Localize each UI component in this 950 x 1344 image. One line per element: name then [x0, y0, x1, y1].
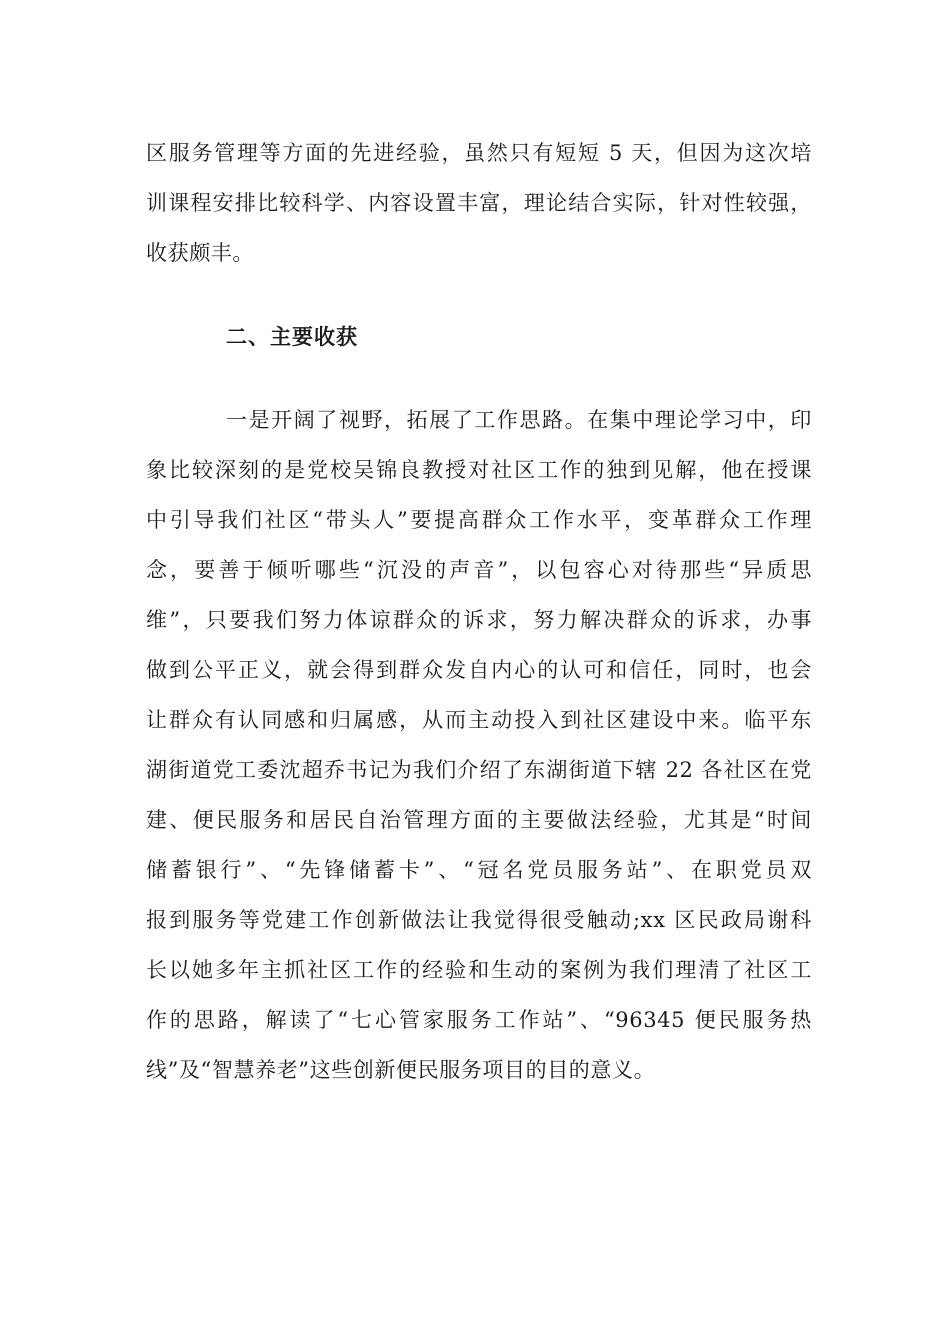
paragraph-line: 象比较深刻的是党校吴锦良教授对社区工作的独到见解，他在授课 [146, 458, 812, 482]
paragraph-line: 做到公平正义，就会得到群众发自内心的认可和信任，同时，也会 [146, 658, 812, 682]
paragraph-line: 作的思路，解读了“七心管家服务工作站”、“96345 便民服务热 [146, 1008, 812, 1032]
paragraph-line: 维”，只要我们努力体谅群众的诉求，努力解决群众的诉求，办事 [146, 608, 812, 632]
paragraph-line: 收获颇丰。 [146, 241, 254, 265]
paragraph-line: 长以她多年主抓社区工作的经验和生动的案例为我们理清了社区工 [146, 958, 812, 982]
paragraph-line: 储蓄银行”、“先锋储蓄卡”、“冠名党员服务站”、在职党员双 [146, 858, 812, 882]
paragraph-line: 建、便民服务和居民自治管理方面的主要做法经验，尤其是“时间 [146, 808, 812, 832]
paragraph-line: 湖街道党工委沈超乔书记为我们介绍了东湖街道下辖 22 各社区在党 [146, 758, 812, 782]
paragraph-line: 念，要善于倾听哪些“沉没的声音”，以包容心对待那些“异质思 [146, 558, 812, 582]
paragraph-line: 中引导我们社区“带头人”要提高群众工作水平，变革群众工作理 [146, 508, 812, 532]
paragraph-line: 让群众有认同感和归属感，从而主动投入到社区建设中来。临平东 [146, 708, 812, 732]
paragraph-line: 报到服务等党建工作创新做法让我觉得很受触动;xx 区民政局谢科 [146, 908, 812, 932]
section-heading: 二、主要收获 [226, 325, 358, 349]
paragraph-line: 区服务管理等方面的先进经验，虽然只有短短 5 天，但因为这次培 [146, 141, 812, 165]
paragraph-line: 一是开阔了视野，拓展了工作思路。在集中理论学习中，印 [226, 408, 812, 432]
paragraph-line: 线”及“智慧养老”这些创新便民服务项目的目的意义。 [146, 1058, 656, 1082]
paragraph-line: 训课程安排比较科学、内容设置丰富，理论结合实际，针对性较强， [146, 191, 812, 215]
